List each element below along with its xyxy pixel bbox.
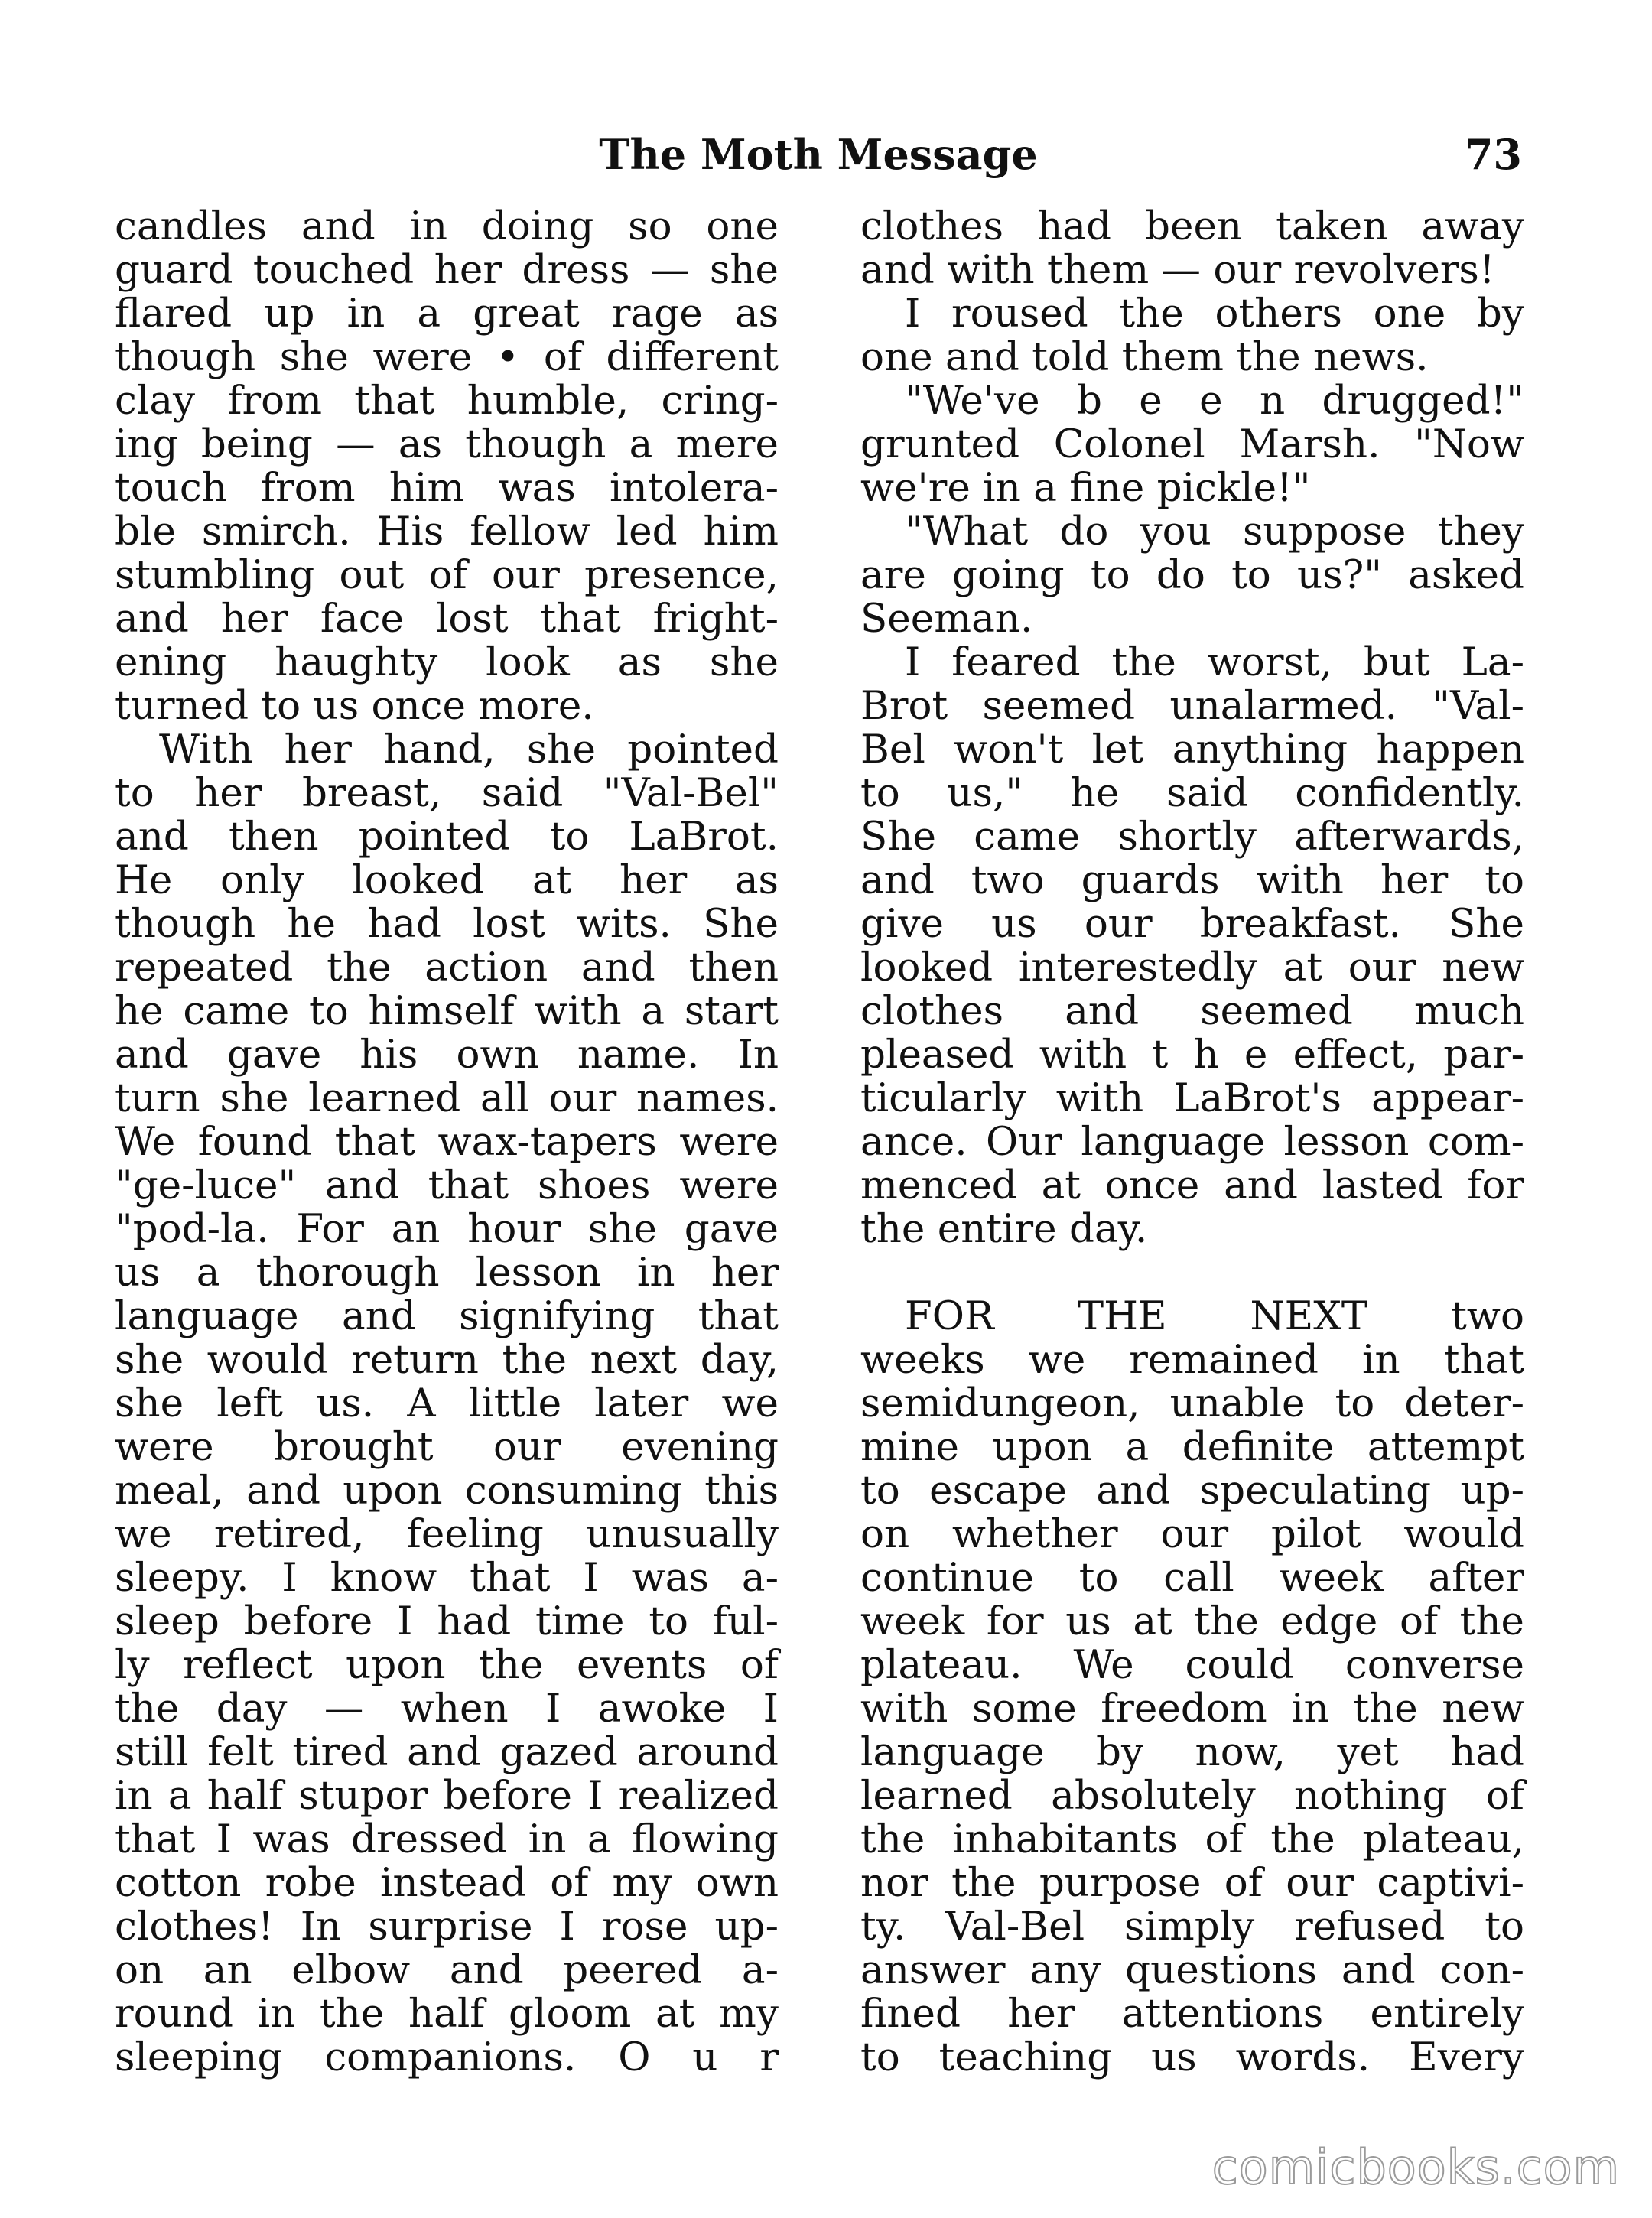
text-line: were brought our evening bbox=[115, 1424, 779, 1470]
text-line: on whether our pilot would bbox=[860, 1511, 1524, 1557]
text-line: repeated the action and then bbox=[115, 945, 779, 990]
text-line: the day — when I awoke I bbox=[115, 1686, 779, 1732]
text-line: ble smirch. His fellow led him bbox=[115, 509, 779, 554]
text-line: He only looked at her as bbox=[115, 857, 779, 903]
text-line: "We've b e e n drugged!" bbox=[905, 378, 1524, 424]
text-line: grunted Colonel Marsh. "Now bbox=[860, 421, 1524, 467]
text-column-left bbox=[115, 205, 779, 2080]
text-line: weeks we remained in that bbox=[860, 1337, 1524, 1383]
text-line: continue to call week after bbox=[860, 1555, 1524, 1601]
text-line: turned to us once more. bbox=[115, 683, 594, 729]
text-line: week for us at the edge of the bbox=[860, 1598, 1524, 1644]
text-line: in a half stupor before I realized bbox=[115, 1773, 779, 1819]
text-line: I roused the others one by bbox=[905, 291, 1524, 337]
text-line: sleepy. I know that I was a- bbox=[115, 1555, 779, 1601]
text-line: looked interestedly at our new bbox=[860, 945, 1524, 990]
text-line: she would return the next day, bbox=[115, 1337, 779, 1383]
text-line: touch from him was intolera- bbox=[115, 465, 779, 511]
text-line: to us," he said confidently. bbox=[860, 770, 1524, 816]
text-line: to teaching us words. Every bbox=[860, 2034, 1524, 2080]
text-line: the entire day. bbox=[860, 1206, 1148, 1252]
running-title: The Moth Message bbox=[599, 130, 1038, 179]
text-line: Seeman. bbox=[860, 596, 1033, 642]
text-line: She came shortly afterwards, bbox=[860, 814, 1524, 860]
text-line: to escape and speculating up- bbox=[860, 1468, 1524, 1514]
text-line: and with them — our revolvers! bbox=[860, 247, 1495, 293]
text-line: clothes and seemed much bbox=[860, 988, 1524, 1034]
page-header bbox=[115, 130, 1522, 191]
text-line: "ge-luce" and that shoes were bbox=[115, 1163, 779, 1208]
text-line: we're in a fine pickle!" bbox=[860, 465, 1311, 511]
text-line: still felt tired and gazed around bbox=[115, 1729, 779, 1775]
text-line: ticularly with LaBrot's appear- bbox=[860, 1075, 1524, 1121]
text-line: mine upon a definite attempt bbox=[860, 1424, 1524, 1470]
text-line: stumbling out of our presence, bbox=[115, 552, 779, 598]
text-line: nor the purpose of our captivi- bbox=[860, 1860, 1524, 1906]
text-line: though he had lost wits. She bbox=[115, 901, 779, 947]
text-line: ening haughty look as she bbox=[115, 639, 779, 685]
text-line: meal, and upon consuming this bbox=[115, 1468, 779, 1514]
text-line bbox=[860, 1251, 1524, 1295]
text-line: clay from that humble, cring- bbox=[115, 378, 779, 424]
text-line: that I was dressed in a flowing bbox=[115, 1816, 779, 1862]
text-line: he came to himself with a start bbox=[115, 988, 779, 1034]
text-line: clothes had been taken away bbox=[860, 203, 1524, 249]
text-line: guard touched her dress — she bbox=[115, 247, 779, 293]
text-line: pleased with t h e effect, par- bbox=[860, 1032, 1524, 1078]
text-line: clothes! In surprise I rose up- bbox=[115, 1904, 779, 1950]
text-line: ance. Our language lesson com- bbox=[860, 1119, 1524, 1165]
text-line: round in the half gloom at my bbox=[115, 1991, 779, 2037]
text-line: learned absolutely nothing of bbox=[860, 1773, 1524, 1819]
text-line: turn she learned all our names. bbox=[115, 1075, 779, 1121]
text-line: ty. Val-Bel simply refused to bbox=[860, 1904, 1524, 1950]
text-line: ing being — as though a mere bbox=[115, 421, 779, 467]
text-line: and her face lost that fright- bbox=[115, 596, 779, 642]
text-line: Brot seemed unalarmed. "Val- bbox=[860, 683, 1524, 729]
text-line: she left us. A little later we bbox=[115, 1381, 779, 1426]
text-line: we retired, feeling unusually bbox=[115, 1511, 779, 1557]
text-line: and then pointed to LaBrot. bbox=[115, 814, 779, 860]
text-line: fined her attentions entirely bbox=[860, 1991, 1524, 2037]
page-number: 73 bbox=[1464, 130, 1522, 179]
text-line: "What do you suppose they bbox=[905, 509, 1524, 554]
text-line: with some freedom in the new bbox=[860, 1686, 1524, 1732]
text-line: one and told them the news. bbox=[860, 334, 1429, 380]
text-line: and gave his own name. In bbox=[115, 1032, 779, 1078]
text-line: and two guards with her to bbox=[860, 857, 1524, 903]
text-line: answer any questions and con- bbox=[860, 1947, 1524, 1993]
text-line: flared up in a great rage as bbox=[115, 291, 779, 337]
text-line: to her breast, said "Val-Bel" bbox=[115, 770, 779, 816]
text-line: give us our breakfast. She bbox=[860, 901, 1524, 947]
text-line: FOR THE NEXT two bbox=[905, 1293, 1524, 1339]
text-line: I feared the worst, but La- bbox=[905, 639, 1524, 685]
text-line: are going to do to us?" asked bbox=[860, 552, 1524, 598]
text-line: us a thorough lesson in her bbox=[115, 1250, 779, 1296]
text-line: "pod-la. For an hour she gave bbox=[115, 1206, 779, 1252]
text-line: though she were • of different bbox=[115, 334, 779, 380]
text-line: language and signifying that bbox=[115, 1293, 779, 1339]
watermark: comicbooks.com bbox=[1211, 2139, 1620, 2195]
text-line: language by now, yet had bbox=[860, 1729, 1524, 1775]
text-line: plateau. We could converse bbox=[860, 1642, 1524, 1688]
text-line: semidungeon, unable to deter- bbox=[860, 1381, 1524, 1426]
text-line: We found that wax-tapers were bbox=[115, 1119, 779, 1165]
text-line: With her hand, she pointed bbox=[159, 727, 779, 772]
text-line: sleeping companions. O u r bbox=[115, 2034, 779, 2080]
text-column-right bbox=[860, 205, 1524, 2080]
text-line: Bel won't let anything happen bbox=[860, 727, 1524, 772]
text-line: sleep before I had time to ful- bbox=[115, 1598, 779, 1644]
text-line: candles and in doing so one bbox=[115, 203, 779, 249]
text-line: on an elbow and peered a- bbox=[115, 1947, 779, 1993]
text-line: cotton robe instead of my own bbox=[115, 1860, 779, 1906]
text-line: ly reflect upon the events of bbox=[115, 1642, 779, 1688]
text-line: menced at once and lasted for bbox=[860, 1163, 1524, 1208]
text-line: the inhabitants of the plateau, bbox=[860, 1816, 1524, 1862]
